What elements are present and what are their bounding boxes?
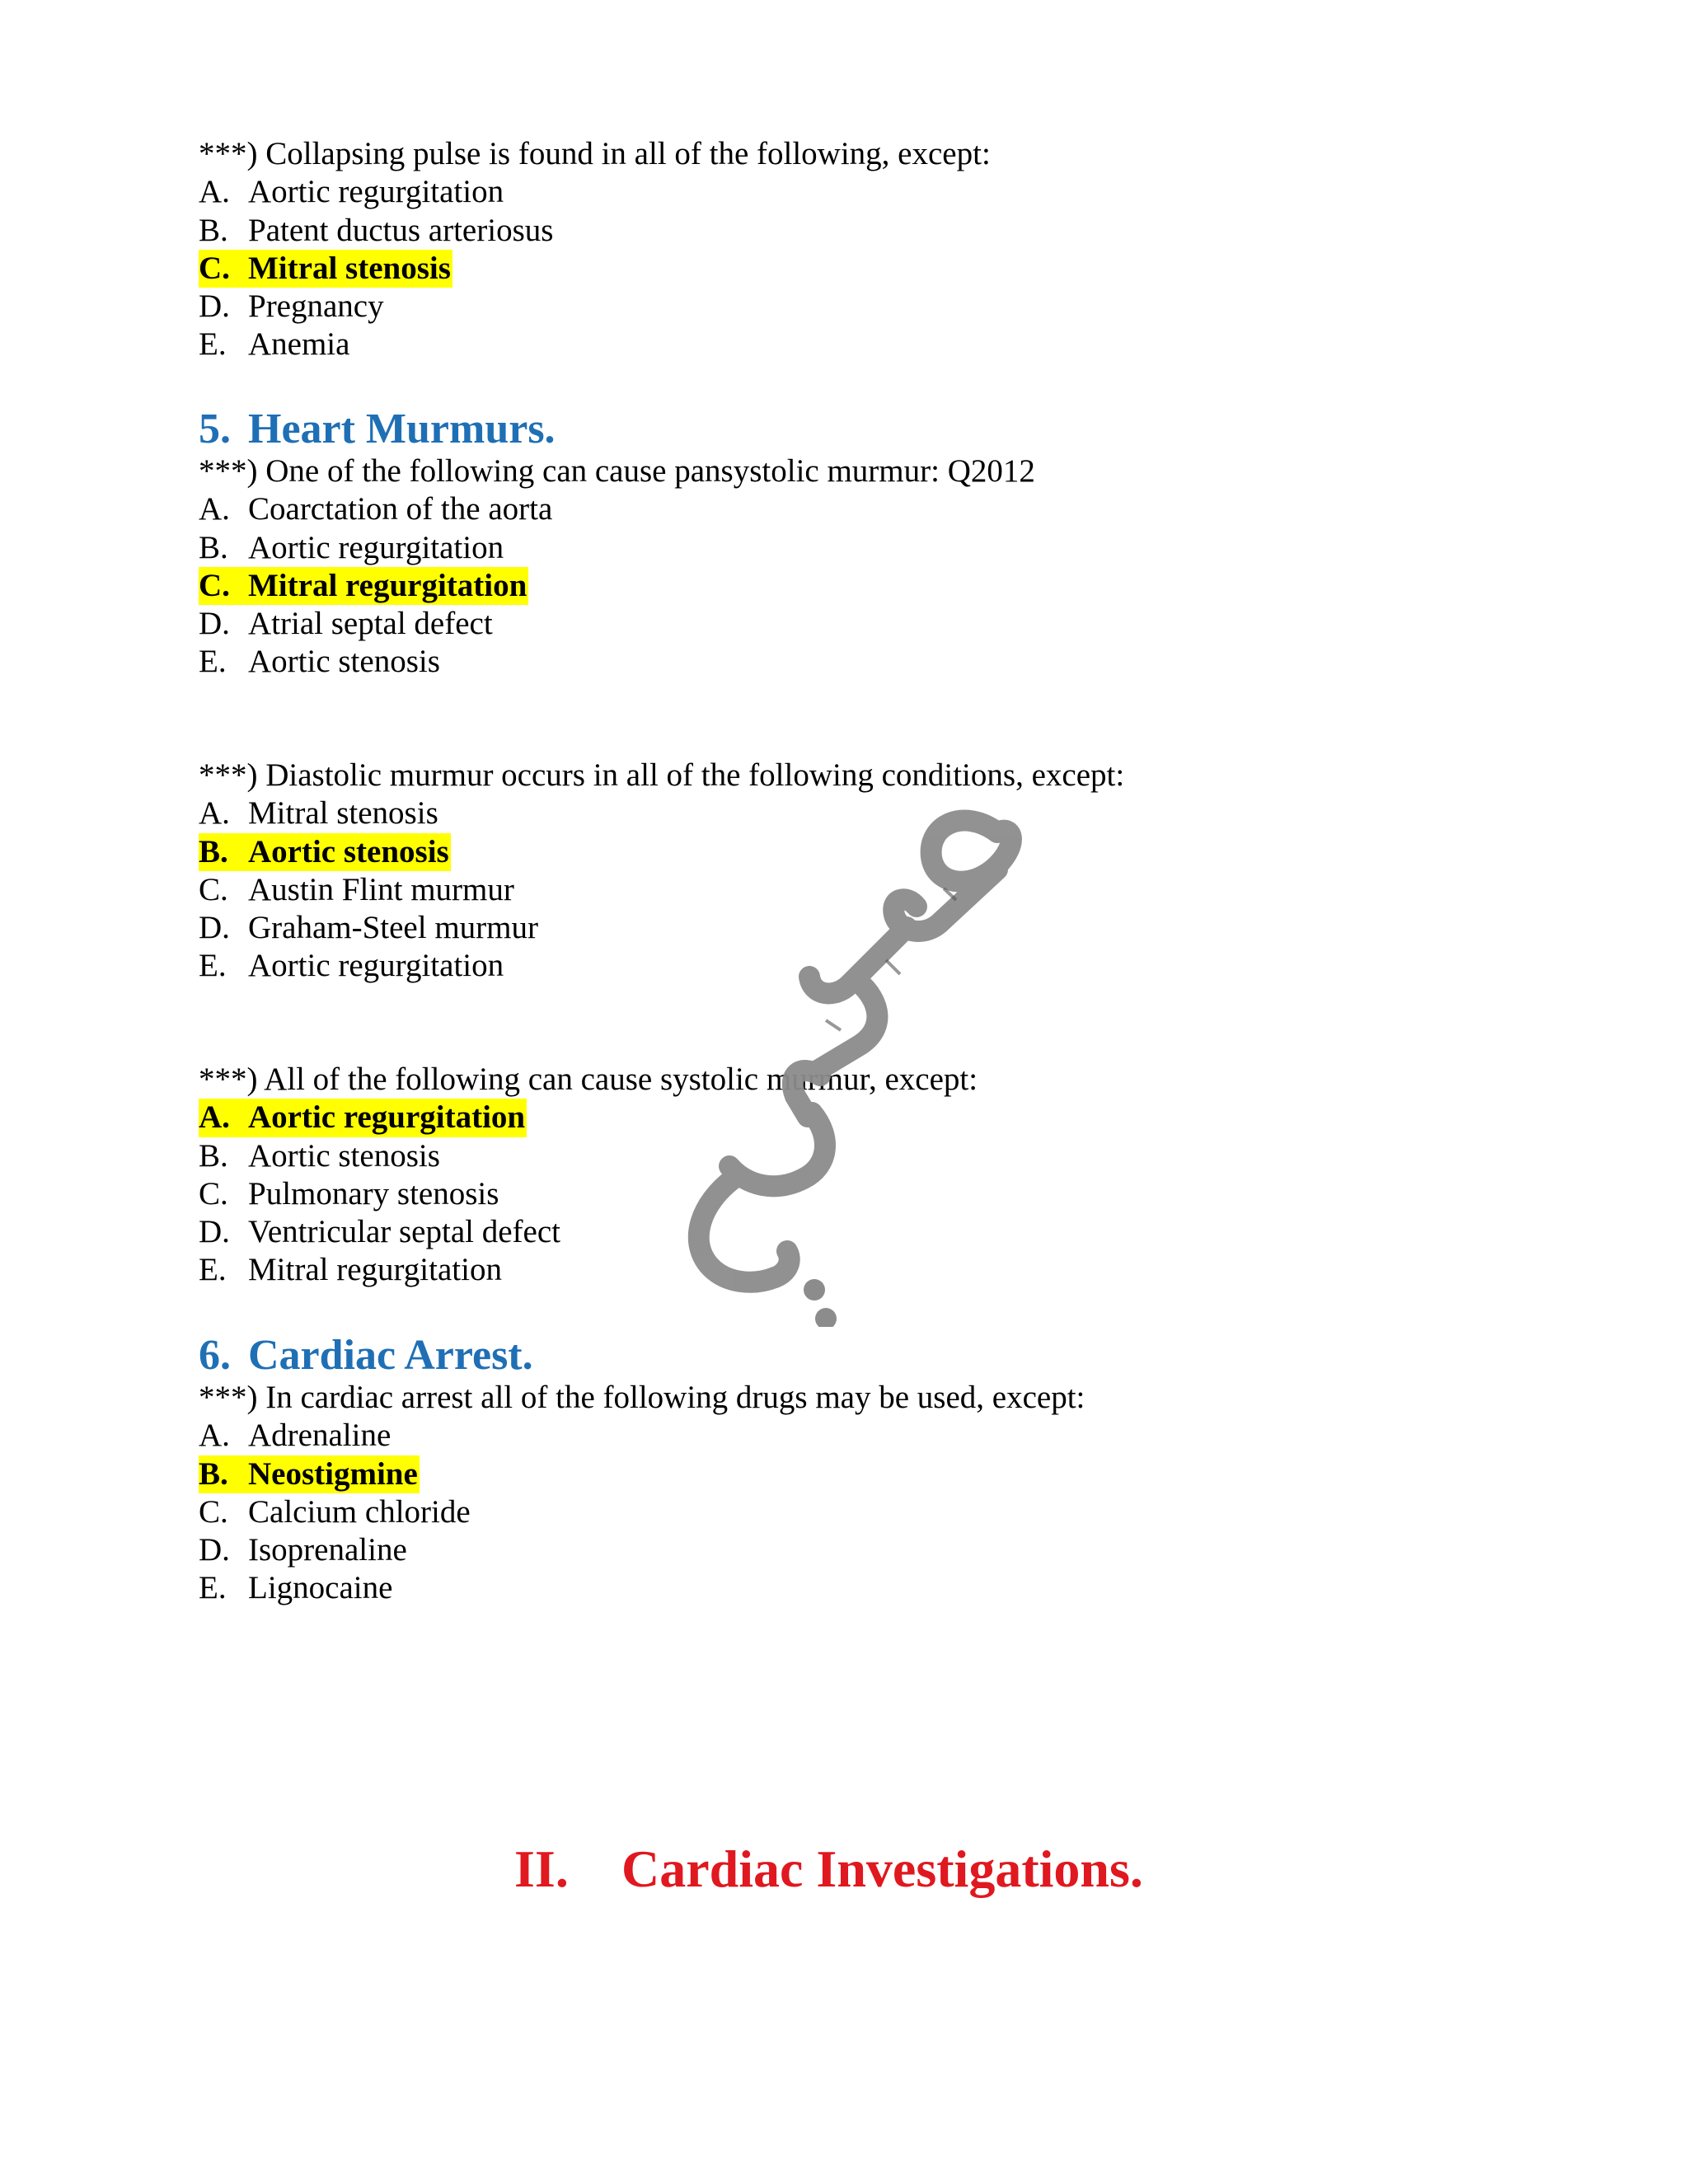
option-text: Atrial septal defect bbox=[248, 606, 493, 642]
option-letter: B. bbox=[199, 529, 228, 565]
question-pansystolic-murmur bbox=[199, 452, 1517, 682]
answer-option bbox=[199, 947, 1517, 985]
chapter-number: II. bbox=[514, 1840, 569, 1898]
option-letter: E. bbox=[199, 948, 227, 984]
answer-option bbox=[199, 605, 1517, 643]
question-cardiac-arrest-drugs bbox=[199, 1379, 1517, 1608]
section-title: Heart Murmurs. bbox=[248, 405, 556, 452]
answer-highlight bbox=[199, 1455, 420, 1493]
option-letter: A. bbox=[199, 174, 230, 210]
option-text: Aortic regurgitation bbox=[248, 948, 504, 984]
option-text: Aortic regurgitation bbox=[248, 1099, 526, 1136]
option-text: Aortic stenosis bbox=[248, 644, 440, 680]
option-text: Anemia bbox=[248, 326, 350, 363]
option-text: Mitral regurgitation bbox=[248, 567, 528, 603]
option-letter: B. bbox=[199, 1455, 228, 1492]
chapter-title: Cardiac Investigations. bbox=[621, 1840, 1143, 1898]
question-diastolic-murmur bbox=[199, 757, 1517, 986]
answer-option bbox=[199, 794, 1517, 832]
answer-option bbox=[199, 1175, 1517, 1213]
option-letter: E. bbox=[199, 644, 227, 680]
chapter-heading bbox=[514, 1840, 1143, 1899]
option-text: Neostigmine bbox=[248, 1455, 418, 1492]
option-letter: D. bbox=[199, 606, 230, 642]
answer-option bbox=[199, 1213, 1517, 1251]
answer-option bbox=[199, 1569, 1517, 1607]
option-letter: D. bbox=[199, 1214, 230, 1250]
answer-option bbox=[199, 326, 1517, 363]
answer-option bbox=[199, 1493, 1517, 1531]
section-heading-cardiac-arrest bbox=[199, 1331, 533, 1380]
option-letter: B. bbox=[199, 212, 228, 248]
question-collapsing-pulse bbox=[199, 135, 1517, 364]
option-text: Mitral stenosis bbox=[248, 795, 438, 832]
option-letter: D. bbox=[199, 1532, 230, 1568]
option-text: Mitral regurgitation bbox=[248, 1252, 502, 1288]
answer-option bbox=[199, 1251, 1517, 1289]
answer-option bbox=[199, 490, 1517, 528]
option-text: Aortic regurgitation bbox=[248, 174, 504, 210]
question-systolic-murmur bbox=[199, 1061, 1517, 1290]
question-stem: ***) Collapsing pulse is found in all of the following, except: bbox=[199, 136, 991, 171]
option-text: Lignocaine bbox=[248, 1570, 393, 1606]
question-stem: ***) One of the following can cause pansystolic murmur: Q2012 bbox=[199, 453, 1035, 489]
correct-answer-option bbox=[199, 1099, 1517, 1137]
option-text: Patent ductus arteriosus bbox=[248, 212, 554, 248]
answer-option bbox=[199, 212, 1517, 250]
answer-option bbox=[199, 288, 1517, 326]
option-text: Aortic stenosis bbox=[248, 1137, 440, 1174]
option-text: Calcium chloride bbox=[248, 1493, 471, 1530]
option-text: Austin Flint murmur bbox=[248, 871, 514, 907]
answer-highlight bbox=[199, 833, 451, 871]
answer-option bbox=[199, 529, 1517, 567]
section-heading-heart-murmurs bbox=[199, 405, 556, 454]
option-letter: E. bbox=[199, 326, 227, 363]
answer-option bbox=[199, 1137, 1517, 1175]
option-text: Isoprenaline bbox=[248, 1532, 407, 1568]
option-letter: A. bbox=[199, 795, 230, 832]
correct-answer-option bbox=[199, 1455, 1517, 1493]
answer-highlight bbox=[199, 1099, 527, 1137]
option-letter: E. bbox=[199, 1252, 227, 1288]
option-text: Ventricular septal defect bbox=[248, 1214, 560, 1250]
correct-answer-option bbox=[199, 250, 1517, 288]
option-text: Mitral stenosis bbox=[248, 250, 451, 286]
answer-highlight bbox=[199, 567, 528, 605]
answer-highlight bbox=[199, 250, 452, 288]
option-text: Coarctation of the aorta bbox=[248, 491, 553, 527]
option-letter: C. bbox=[199, 250, 230, 286]
option-letter: C. bbox=[199, 567, 230, 603]
answer-option bbox=[199, 1531, 1517, 1569]
answer-option bbox=[199, 173, 1517, 211]
option-letter: B. bbox=[199, 833, 228, 869]
option-text: Pulmonary stenosis bbox=[248, 1175, 499, 1212]
question-stem: ***) All of the following can cause systolic murmur, except: bbox=[199, 1062, 978, 1097]
section-number: 6. bbox=[199, 1332, 231, 1379]
option-letter: C. bbox=[199, 1175, 228, 1212]
option-text: Aortic stenosis bbox=[248, 833, 449, 869]
correct-answer-option bbox=[199, 833, 1517, 871]
option-letter: C. bbox=[199, 1493, 228, 1530]
option-letter: A. bbox=[199, 1099, 230, 1136]
section-title: Cardiac Arrest. bbox=[248, 1332, 533, 1379]
answer-option bbox=[199, 1417, 1517, 1455]
option-letter: A. bbox=[199, 491, 230, 527]
option-text: Aortic regurgitation bbox=[248, 529, 504, 565]
option-text: Pregnancy bbox=[248, 288, 384, 325]
answer-option bbox=[199, 643, 1517, 681]
option-letter: A. bbox=[199, 1418, 230, 1454]
answer-option bbox=[199, 871, 1517, 909]
option-letter: D. bbox=[199, 288, 230, 325]
correct-answer-option bbox=[199, 567, 1517, 605]
option-letter: C. bbox=[199, 871, 228, 907]
section-number: 5. bbox=[199, 405, 231, 452]
answer-option bbox=[199, 909, 1517, 947]
option-letter: B. bbox=[199, 1137, 228, 1174]
question-stem: ***) Diastolic murmur occurs in all of the following conditions, except: bbox=[199, 757, 1125, 793]
option-letter: E. bbox=[199, 1570, 227, 1606]
question-stem: ***) In cardiac arrest all of the following drugs may be used, except: bbox=[199, 1380, 1085, 1415]
option-text: Graham-Steel murmur bbox=[248, 910, 538, 946]
option-letter: D. bbox=[199, 910, 230, 946]
option-text: Adrenaline bbox=[248, 1418, 392, 1454]
